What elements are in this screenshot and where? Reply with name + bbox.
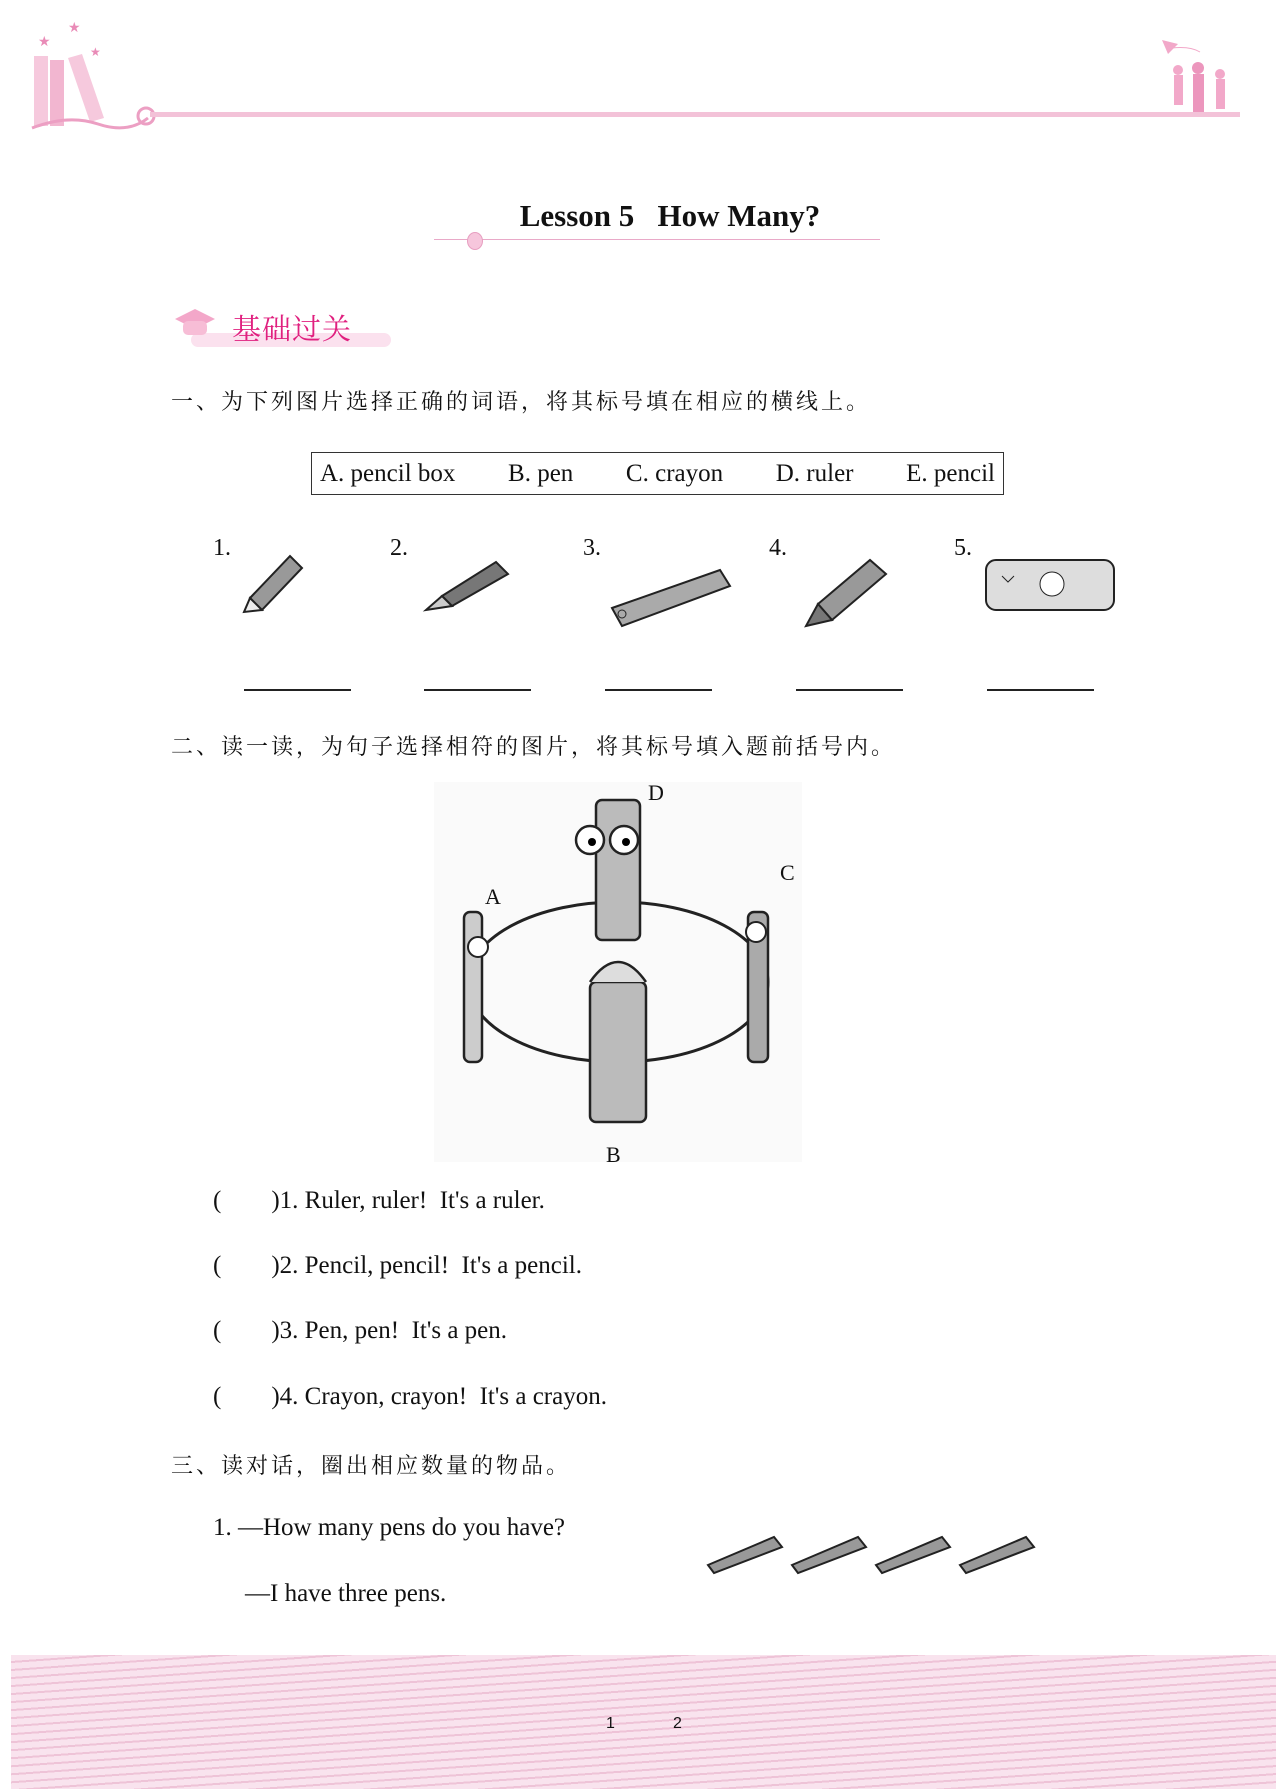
pen-icon[interactable]: [704, 1529, 784, 1575]
sentence-4: ( )4. Crayon, crayon! It's a crayon.: [213, 1383, 607, 1410]
option-a: A. pencil box: [320, 459, 456, 487]
pen-row: [704, 1529, 1036, 1575]
svg-text:★: ★: [90, 45, 101, 59]
item-number: 4.: [769, 535, 787, 561]
books-stars-icon: [28, 18, 158, 138]
q1-instruction: 一、为下列图片选择正确的词语，将其标号填在相应的横线上。: [171, 390, 872, 415]
svg-text:★: ★: [38, 35, 51, 50]
crayon-icon: [800, 552, 890, 628]
sentence-3: ( )3. Pen, pen! It's a pen.: [213, 1317, 508, 1344]
item-number: 2.: [390, 535, 408, 561]
word-bank: [311, 452, 1004, 495]
sentence-1: ( )1. Ruler, ruler! It's a ruler.: [213, 1187, 545, 1214]
footer-band: [11, 1655, 1276, 1789]
answer-blank[interactable]: [796, 689, 903, 691]
answer-blank[interactable]: [605, 689, 712, 691]
label-d: D: [648, 780, 664, 805]
pen-icon: [422, 552, 514, 612]
label-b: B: [606, 1142, 621, 1167]
page-number-right: 2: [673, 1715, 682, 1732]
sentence-2: ( )2. Pencil, pencil! It's a pencil.: [213, 1252, 582, 1279]
ruler-icon: [608, 562, 734, 632]
pencil-box-icon: [982, 556, 1118, 618]
label-a: A: [485, 884, 501, 909]
page-number-left: 1: [606, 1715, 615, 1732]
title-dot: [467, 232, 483, 250]
pen-icon[interactable]: [788, 1529, 868, 1575]
dialog-question: 1. —How many pens do you have?: [213, 1514, 566, 1541]
header-rule: [150, 112, 1240, 117]
item-number: 5.: [954, 535, 972, 561]
children-kite-icon: [1160, 38, 1240, 118]
q3-instruction: 三、读对话，圈出相应数量的物品。: [171, 1454, 572, 1479]
pencil-icon: [240, 548, 310, 614]
svg-text:★: ★: [68, 21, 81, 36]
page-title: Lesson 5 How Many?: [519, 198, 821, 233]
option-d: D. ruler: [775, 459, 854, 487]
answer-blank[interactable]: [987, 689, 1094, 691]
pen-icon[interactable]: [956, 1529, 1036, 1575]
stationery-characters-illustration: [434, 782, 802, 1162]
dialog-answer: —I have three pens.: [245, 1580, 447, 1607]
pen-icon[interactable]: [872, 1529, 952, 1575]
option-b: B. pen: [508, 459, 574, 487]
item-number: 1.: [213, 535, 231, 561]
answer-blank[interactable]: [244, 689, 351, 691]
option-c: C. crayon: [625, 459, 724, 487]
section-badge-label: 基础过关: [232, 312, 353, 346]
answer-blank[interactable]: [424, 689, 531, 691]
item-number: 3.: [583, 535, 601, 561]
option-e: E. pencil: [906, 459, 995, 487]
title-underline: [434, 239, 880, 240]
q2-instruction: 二、读一读，为句子选择相符的图片，将其标号填入题前括号内。: [171, 735, 897, 760]
label-c: C: [780, 860, 795, 885]
